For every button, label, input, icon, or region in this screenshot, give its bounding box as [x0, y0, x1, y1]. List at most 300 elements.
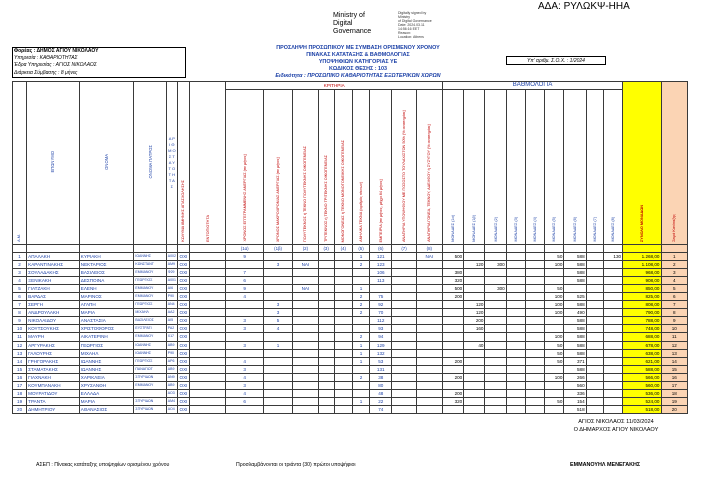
- cell-m6: 588: [564, 277, 586, 285]
- cell-id: Α001: [166, 277, 177, 285]
- cell-m3: [506, 317, 525, 325]
- cell-m5: [545, 389, 564, 397]
- cell-k1b: [263, 365, 292, 373]
- cell-m4: [525, 269, 544, 277]
- cell-k5: 1: [352, 285, 369, 293]
- cell-k3: [318, 301, 334, 309]
- cell-m5: [545, 405, 564, 413]
- cell-m4: [525, 293, 544, 301]
- cell-m2: 300: [485, 261, 506, 269]
- cell-sum: 566,00: [623, 373, 661, 381]
- cell-eponymo: ΜΑΥΡΗ: [27, 333, 80, 341]
- cell-m7: [586, 365, 603, 373]
- cell-k1b: [263, 405, 292, 413]
- cell-am: 6: [13, 293, 27, 301]
- cell-m2: [485, 397, 506, 405]
- cell-ent: [190, 325, 226, 333]
- cell-m8: 130: [603, 253, 622, 261]
- cell-m6: 588: [564, 349, 586, 357]
- table-row: [13, 389, 688, 397]
- cell-patros: ΓΕΩΡΓΙΟΣ: [134, 301, 166, 309]
- cell-m2: [485, 269, 506, 277]
- cell-m7: [586, 357, 603, 365]
- cell-onoma: ΜΑΡΙΑ: [79, 397, 134, 405]
- cell-m1b: 200: [464, 317, 485, 325]
- cell-m4: [525, 389, 544, 397]
- cell-k8: [416, 397, 442, 405]
- cell-m4: [525, 373, 544, 381]
- cell-k2: [293, 301, 318, 309]
- cell-onoma: ΒΑΣΙΛΕΙΟΣ: [79, 269, 134, 277]
- cell-m7: [586, 405, 603, 413]
- cell-k1a: 3: [226, 341, 263, 349]
- cell-id: Ρ90: [166, 349, 177, 357]
- col-k4: ΜΟΝΟΓΟΝΕΑΣ ή ΤΕΚΝΟ ΜΟΝΟΓΟΝΕΙΚΗΣ ΟΙΚΟΓΕΝΕΙΑΣ: [334, 90, 352, 245]
- cell-onoma: ΧΑΡΙΚΛΕΙΑ: [79, 373, 134, 381]
- cell-kol: ΟΧΙ: [177, 277, 189, 285]
- cell-m2: [485, 309, 506, 317]
- cell-m3: [506, 373, 525, 381]
- cell-id: ΑΒ9: [166, 365, 177, 373]
- cell-m3: [506, 357, 525, 365]
- cell-k8: [416, 301, 442, 309]
- cell-k4: [334, 341, 352, 349]
- cell-k4: [334, 277, 352, 285]
- cell-kol: ΟΧΙ: [177, 357, 189, 365]
- cell-onoma: ΧΡΙΣΤΟΦΟΡΟΣ: [79, 325, 134, 333]
- col-m4: ΜΟΝΑΔΕΣ (4): [525, 90, 544, 245]
- cell-m6: 588: [564, 341, 586, 349]
- code-spacer: [661, 245, 688, 253]
- cell-m7: [586, 373, 603, 381]
- cell-m1b: [464, 293, 485, 301]
- cell-id: Φ29: [166, 269, 177, 277]
- cell-k2: [293, 317, 318, 325]
- table-row: [13, 381, 688, 389]
- cell-m3: [506, 341, 525, 349]
- cell-m7: [586, 317, 603, 325]
- cell-k2: [293, 333, 318, 341]
- cell-m5: 100: [545, 373, 564, 381]
- cell-m7: [586, 285, 603, 293]
- cell-am: 13: [13, 349, 27, 357]
- col-m7: ΜΟΝΑΔΕΣ (7): [586, 90, 603, 245]
- cell-id: Χ17: [166, 333, 177, 341]
- cell-eponymo: ΜΟΥΡΑΤΙΔΟΥ: [27, 389, 80, 397]
- cell-m7: [586, 309, 603, 317]
- cell-am: 20: [13, 405, 27, 413]
- cell-k4: [334, 261, 352, 269]
- cell-m7: [586, 269, 603, 277]
- cell-patros: [134, 389, 166, 397]
- code-spacer: [586, 245, 603, 253]
- cell-k4: [334, 333, 352, 341]
- cell-k6: 70: [370, 309, 392, 317]
- cell-k6: 93: [370, 325, 392, 333]
- cell-id: ΑΙ6: [166, 285, 177, 293]
- cell-k5: 2: [352, 309, 369, 317]
- cell-patros: ΒΑΣΙΛΕΙΟΣ: [134, 317, 166, 325]
- cell-k3: [318, 373, 334, 381]
- cell-m1a: [442, 261, 463, 269]
- cell-m6: 518: [564, 405, 586, 413]
- cell-m1b: [464, 269, 485, 277]
- cell-onoma: ΑΝΑΣΤΑΣΙΑ: [79, 317, 134, 325]
- col-father: ΟΝΟΜΑ ΠΑΤΡΟΣ: [134, 82, 166, 245]
- cell-k8: [416, 357, 442, 365]
- cell-rank: 17: [661, 381, 688, 389]
- cell-k2: [293, 397, 318, 405]
- service-seat: Έδρα Υπηρεσίας : ΑΓΙΟΣ ΝΙΚΟΛΑΟΣ: [14, 62, 97, 68]
- cell-m7: [586, 333, 603, 341]
- cell-m8: [603, 405, 622, 413]
- cell-m2: [485, 341, 506, 349]
- col-k7: ΑΝΑΠΗΡΙΑ ΥΠΟΨΗΦΙΟΥ ΜΕ ΠΟΣΟΣΤΟ ΤΟΥΛΑΧΙΣΤΟΝ 50% (% αναπηρίας): [392, 90, 416, 245]
- cell-k5: [352, 325, 369, 333]
- cell-k8: [416, 381, 442, 389]
- cell-k3: [318, 389, 334, 397]
- cell-m8: [603, 317, 622, 325]
- cell-m3: [506, 285, 525, 293]
- cell-id: ΑΟ3: [166, 389, 177, 397]
- cell-m2: [485, 293, 506, 301]
- cell-k8: [416, 389, 442, 397]
- cell-m1a: [442, 349, 463, 357]
- cell-sum: 588,00: [623, 365, 661, 373]
- cell-am: 11: [13, 333, 27, 341]
- cell-m6: 560: [564, 381, 586, 389]
- cell-id: ΑΜ9: [166, 261, 177, 269]
- cell-id: ΑΜ4: [166, 397, 177, 405]
- cell-sum: 788,00: [623, 317, 661, 325]
- cell-m5: [545, 381, 564, 389]
- cell-ent: [190, 341, 226, 349]
- footer-asep-note: ΑΣΕΠ : Πίνακας κατάταξης υποψηφίων ορισμένου χρόνου: [36, 462, 170, 468]
- cell-eponymo: ΓΡΗΓΟΡΑΚΗΣ: [27, 357, 80, 365]
- cell-sum: 1.108,00: [623, 261, 661, 269]
- cell-m8: [603, 365, 622, 373]
- cell-m5: 100: [545, 293, 564, 301]
- cell-k1b: [263, 293, 292, 301]
- cell-m1a: 380: [442, 269, 463, 277]
- table-row: [13, 365, 688, 373]
- cell-m7: [586, 301, 603, 309]
- cell-m2: [485, 405, 506, 413]
- cell-k3: [318, 277, 334, 285]
- cell-k8: [416, 365, 442, 373]
- cell-m8: [603, 277, 622, 285]
- cell-m3: [506, 261, 525, 269]
- cell-k4: [334, 365, 352, 373]
- cell-am: 14: [13, 357, 27, 365]
- cell-k5: [352, 269, 369, 277]
- cell-k8: [416, 293, 442, 301]
- cell-k4: [334, 357, 352, 365]
- sox-number: Υπ' αριθμ. Σ.Ο.Χ. : 1/2024: [506, 56, 606, 65]
- code-spacer: [442, 245, 463, 253]
- cell-m4: [525, 325, 544, 333]
- cell-k2: [293, 309, 318, 317]
- cell-ent: [190, 365, 226, 373]
- cell-k1b: 3: [263, 261, 292, 269]
- cell-k1b: 1: [263, 341, 292, 349]
- cell-m6: 490: [564, 309, 586, 317]
- cell-patros: ΣΠΥΡΙΔΩΝ: [134, 397, 166, 405]
- cell-k7: [392, 405, 416, 413]
- cell-k2: ΝΑΙ: [293, 285, 318, 293]
- cell-k8: [416, 405, 442, 413]
- cell-patros: ΚΩΝΣΤΑΝΤ: [134, 261, 166, 269]
- cell-k1b: [263, 357, 292, 365]
- criteria-code: (3): [318, 245, 334, 253]
- cell-m1a: 200: [442, 389, 463, 397]
- cell-m8: [603, 325, 622, 333]
- cell-k5: [352, 317, 369, 325]
- code-spacer: [79, 245, 134, 253]
- cell-eponymo: ΣΕΡΓΗ: [27, 301, 80, 309]
- cell-m5: 50: [545, 253, 564, 261]
- col-m3: ΜΟΝΑΔΕΣ (3): [506, 90, 525, 245]
- cell-ent: [190, 285, 226, 293]
- cell-m1a: 320: [442, 277, 463, 285]
- cell-m7: [586, 253, 603, 261]
- employer-name: Φορέας : ΔΗΜΟΣ ΑΓΙΟΥ ΝΙΚΟΛΑΟΥ: [14, 48, 99, 54]
- cell-rank: 2: [661, 261, 688, 269]
- cell-m1a: [442, 405, 463, 413]
- cell-kol: ΟΧΙ: [177, 341, 189, 349]
- cell-k7: [392, 365, 416, 373]
- cell-m2: [485, 357, 506, 365]
- cell-rank: 9: [661, 317, 688, 325]
- cell-kol: ΟΧΙ: [177, 269, 189, 277]
- cell-m5: 50: [545, 349, 564, 357]
- cell-k1a: 3: [226, 381, 263, 389]
- cell-m8: [603, 261, 622, 269]
- cell-k8: ΝΑΙ: [416, 253, 442, 261]
- specialty-line: Ειδικότητα : ΠΡΟΣΩΠΙΚΟ ΚΑΘΑΡΙΟΤΗΤΑΣ ΕΞΩΤΕΡΙΚΩΝ ΧΩΡΩΝ: [275, 73, 441, 79]
- cell-rank: 19: [661, 397, 688, 405]
- cell-k2: [293, 405, 318, 413]
- cell-k3: [318, 341, 334, 349]
- cell-k7: [392, 333, 416, 341]
- cell-rank: 20: [661, 405, 688, 413]
- col-m8: ΜΟΝΑΔΕΣ (8): [603, 90, 622, 245]
- cell-id: ΑΒ9: [166, 341, 177, 349]
- cell-kol: ΟΧΙ: [177, 301, 189, 309]
- cell-ent: [190, 293, 226, 301]
- cell-am: 2: [13, 261, 27, 269]
- cell-k7: [392, 349, 416, 357]
- cell-m8: [603, 333, 622, 341]
- cell-am: 4: [13, 277, 27, 285]
- cell-m3: [506, 325, 525, 333]
- cell-ent: [190, 381, 226, 389]
- cell-m3: [506, 389, 525, 397]
- cell-ent: [190, 357, 226, 365]
- cell-k7: [392, 285, 416, 293]
- criteria-code: (6): [370, 245, 392, 253]
- title-line: ΥΠΟΨΗΦΙΩΝ ΚΑΤΗΓΟΡΙΑΣ ΥΕ: [318, 59, 398, 65]
- cell-m7: [586, 341, 603, 349]
- cell-m1b: 120: [464, 301, 485, 309]
- code-spacer: [545, 245, 564, 253]
- place-date-block: [566, 418, 666, 434]
- cell-m2: [485, 365, 506, 373]
- cell-k5: [352, 277, 369, 285]
- signature-line: Reason:: [398, 31, 412, 35]
- cell-k1a: [226, 349, 263, 357]
- digital-signature: [398, 11, 438, 39]
- cell-patros: ΙΩΑΝΝΗΣ: [134, 349, 166, 357]
- cell-m4: [525, 357, 544, 365]
- col-k5: ΑΝΗΛΙΚΑ ΤΕΚΝΑ (αριθμός τέκνων): [352, 90, 369, 245]
- cell-sum: 850,00: [623, 285, 661, 293]
- cell-am: 12: [13, 341, 27, 349]
- cell-k6: 112: [370, 317, 392, 325]
- cell-k1a: 4: [226, 373, 263, 381]
- cell-eponymo: ΣΟΥΛΑΔΑΚΗΣ: [27, 269, 80, 277]
- col-m6: ΜΟΝΑΔΕΣ (6): [564, 90, 586, 245]
- cell-m1a: [442, 341, 463, 349]
- table-row: [13, 277, 688, 285]
- cell-sum: 825,00: [623, 293, 661, 301]
- ministry-line: Governance: [333, 28, 372, 35]
- cell-k1a: [226, 333, 263, 341]
- scoring-header: ΒΑΘΜΟΛΟΓΙΑ: [442, 82, 622, 90]
- cell-k4: [334, 309, 352, 317]
- cell-k5: 2: [352, 333, 369, 341]
- cell-m5: [545, 325, 564, 333]
- cell-k1b: 5: [263, 317, 292, 325]
- cell-id: ΡΑ2: [166, 325, 177, 333]
- cell-rank: 16: [661, 373, 688, 381]
- cell-m4: [525, 365, 544, 373]
- table-row: [13, 397, 688, 405]
- code-spacer: [623, 245, 661, 253]
- cell-m5: [545, 277, 564, 285]
- cell-m1a: [442, 381, 463, 389]
- cell-k8: [416, 333, 442, 341]
- cell-am: 16: [13, 373, 27, 381]
- cell-rank: 7: [661, 301, 688, 309]
- cell-m2: [485, 373, 506, 381]
- cell-eponymo: ΑΠΑΛΑΚΗ: [27, 253, 80, 261]
- cell-onoma: ΝΕΚΤΑΡΙΟΣ: [79, 261, 134, 269]
- cell-m6: 588: [564, 333, 586, 341]
- cell-m8: [603, 301, 622, 309]
- cell-onoma: ΧΡΥΣΑΝΘΗ: [79, 381, 134, 389]
- cell-k3: [318, 357, 334, 365]
- cell-id: ΑΝ4: [166, 301, 177, 309]
- cell-m3: [506, 397, 525, 405]
- cell-m2: [485, 333, 506, 341]
- cell-k3: [318, 397, 334, 405]
- cell-k1b: [263, 381, 292, 389]
- cell-k2: [293, 269, 318, 277]
- cell-k8: [416, 285, 442, 293]
- cell-am: 9: [13, 317, 27, 325]
- cell-sum: 1.268,00: [623, 253, 661, 261]
- cell-k8: [416, 373, 442, 381]
- cell-k5: [352, 405, 369, 413]
- cell-m3: [506, 301, 525, 309]
- cell-eponymo: ΓΙΑΧΝΑΚΗ: [27, 373, 80, 381]
- cell-k6: 106: [370, 269, 392, 277]
- contract-duration: Διάρκεια Σύμβασης : 8 μήνες: [14, 70, 78, 76]
- cell-m1a: [442, 309, 463, 317]
- title-line: ΠΙΝΑΚΑΣ ΚΑΤΑΤΑΞΗΣ & ΒΑΘΜΟΛΟΓΙΑΣ: [306, 52, 410, 58]
- col-m1b: ΜΟΝΑΔΕΣ (1β): [464, 90, 485, 245]
- cell-onoma: ΕΛΛΑΔΑ: [79, 389, 134, 397]
- cell-k7: [392, 261, 416, 269]
- cell-m6: 588: [564, 325, 586, 333]
- cell-am: 7: [13, 301, 27, 309]
- cell-k2: [293, 325, 318, 333]
- ada-code: ΑΔΑ: ΡΥΛΩΚΨ-ΗΗΑ: [538, 1, 630, 12]
- cell-rank: 5: [661, 285, 688, 293]
- mayor-title: Ο ΔΗΜΑΡΧΟΣ ΑΓΙΟΥ ΝΙΚΟΛΑΟΥ: [573, 427, 659, 433]
- cell-m8: [603, 397, 622, 405]
- cell-k2: [293, 373, 318, 381]
- cell-ent: [190, 349, 226, 357]
- table-row: [13, 269, 688, 277]
- cell-k7: [392, 373, 416, 381]
- table-row: [13, 285, 688, 293]
- cell-k4: [334, 397, 352, 405]
- cell-m3: [506, 253, 525, 261]
- cell-k5: 2: [352, 293, 369, 301]
- cell-ent: [190, 389, 226, 397]
- cell-m6: 266: [564, 373, 586, 381]
- table-row: [13, 309, 688, 317]
- cell-kol: ΟΧΙ: [177, 285, 189, 293]
- col-k8: ΑΝΑΠΗΡΙΑ ΓΟΝΕΑ, ΤΕΚΝΟΥ, ΑΔΕΛΦΟΥ ή ΣΥΖΥΓΟΥ (% αναπηρίας): [416, 90, 442, 245]
- cell-rank: 18: [661, 389, 688, 397]
- cell-m5: 50: [545, 397, 564, 405]
- cell-m4: [525, 397, 544, 405]
- table-row: [13, 261, 688, 269]
- cell-m7: [586, 389, 603, 397]
- cell-onoma: ΕΛΕΝΗ: [79, 285, 134, 293]
- cell-k5: [352, 381, 369, 389]
- cell-ent: [190, 333, 226, 341]
- cell-k7: [392, 381, 416, 389]
- cell-patros: ΠΑΝΑΓΙΩΤ: [134, 365, 166, 373]
- cell-k3: [318, 285, 334, 293]
- col-am: Α.Μ.: [13, 82, 27, 245]
- criteria-code: (1α): [226, 245, 263, 253]
- cell-onoma: ΜΑΡΙΝΟΣ: [79, 293, 134, 301]
- cell-m5: [545, 269, 564, 277]
- cell-ent: [190, 373, 226, 381]
- table-body: [13, 253, 688, 414]
- cell-sum: 688,00: [623, 333, 661, 341]
- cell-am: 10: [13, 325, 27, 333]
- cell-m4: [525, 349, 544, 357]
- cell-k6: 53: [370, 357, 392, 365]
- table-row: [13, 373, 688, 381]
- table-row: [13, 357, 688, 365]
- cell-k8: [416, 261, 442, 269]
- cell-k1b: [263, 285, 292, 293]
- cell-m3: [506, 381, 525, 389]
- cell-rank: 15: [661, 365, 688, 373]
- cell-m6: 525: [564, 293, 586, 301]
- criteria-header: ΚΡΙΤΗΡΙΑ: [226, 82, 443, 90]
- code-spacer: [27, 245, 80, 253]
- cell-k3: [318, 253, 334, 261]
- criteria-code: (8): [416, 245, 442, 253]
